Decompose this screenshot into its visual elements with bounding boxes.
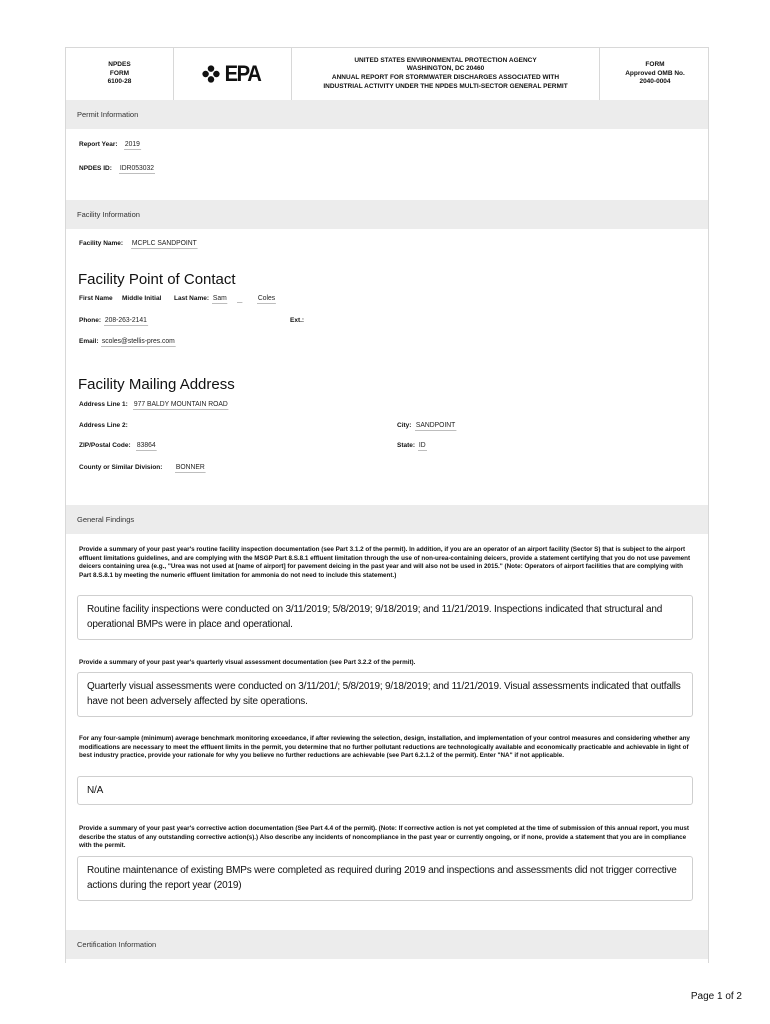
approval-line: 2040-0004 [639,78,671,86]
facility-name-label: Facility Name: [79,240,124,247]
county-field[interactable]: BONNER [175,462,205,471]
facility-name-field[interactable]: MCPLC SANDPOINT [131,238,197,247]
city-label: City: [397,422,412,429]
first-name-field[interactable]: Sam [212,293,227,302]
form-id-line: NPDES [108,61,131,69]
section-certification-information: Certification Information [66,930,709,959]
city-field[interactable]: SANDPOINT [415,420,456,429]
form-id-cell [66,48,174,100]
benchmark-question: For any four-sample (minimum) average benchmark monitoring exceedance, if after reviewing the selection, design, installation, and implementation of your control measures and considering whether any modifications are necessary to meet the effluent limits in the permit, you determine that no further pollutant reductions are technologically available and economically practicable and achievable in light of best industry practice, provide your rationale for why you believe no further reductions are achievable (see Part 6.2.1.2 of the permit). Enter "NA" if not applicable. [79,735,690,760]
phone-field[interactable]: 208-263-2141 [104,315,147,324]
agency-line: ANNUAL REPORT FOR STORMWATER DISCHARGES ASSOCIATED WITH [331,74,560,81]
inspection-summary-field[interactable]: Routine facility inspections were conducted on 3/11/2019; 5/8/2019; 9/18/2019; and 11/21/2019. Inspections indicated that structural and operational BMPs were in place and operational. [77,595,693,640]
middle-initial-field[interactable] [237,302,242,303]
corrective-action-summary-field[interactable]: Routine maintenance of existing BMPs were completed as required during 2019 and inspections and assessments did not trigger corrective actions during the report year (2019) [77,856,693,901]
benchmark-rationale-field[interactable]: N/A [77,776,693,805]
contact-heading: Facility Point of Contact [78,271,236,288]
form-header [66,48,709,100]
agency-line: UNITED STATES ENVIRONMENTAL PROTECTION AGENCY [354,56,537,64]
state-label: State: [397,442,416,449]
agency-line: WASHINGTON, DC 20460 [406,65,485,73]
npdes-id-label: NPDES ID: [79,165,112,172]
form-id-line: FORM [109,69,130,77]
inspection-question: Provide a summary of your past year's routine facility inspection documentation (see Part 3.1.2 of the permit). In addition, if you are an operator of an airport facility (Sector S) that is subject to the airport effluent limitations guidelines, and are complying with the MSGP Part 8.S.8.1 effluent limitation through the use of non-urea-containing deicers, provide a statement certifying that you do not use pavement deicers containing urea (e.g., "Urea was not used at [name of airport] for pavement deicing in the past year and will also not be used in 2015." (Note: Operators of airport facilities that are complying with Part 8.S.8.1 by meeting the numeric effluent limitation for ammonia do not need to include this statement.) [79,546,691,579]
corrective-action-question: Provide a summary of your past year's corrective action documentation (See Part 4.4 of the permit). (Note: If corrective action is not yet completed at the time of submission of this annual report, you must describe the status of any outstanding corrective action(s).) Also describe any incidents of noncompliance in the past year or currently ongoing, or if none, provide a statement that you are in compliance with the permit. [79,825,689,850]
address-line1-label: Address Line 1: [79,401,128,408]
middle-initial-label: Middle Initial [122,295,162,302]
visual-assessment-summary-field[interactable]: Quarterly visual assessments were conducted on 3/11/201/; 5/8/2019; 9/18/2019; and 11/21/2019. Visual assessments indicated that outfalls have not been adversely affected by site operations. [77,672,693,717]
omb-approval-cell [600,48,709,100]
ext-label: Ext.: [290,317,305,324]
epa-annual-report-form [65,47,709,963]
zip-label: ZIP/Postal Code: [79,442,131,449]
county-label: County or Similar Division: [79,464,163,471]
email-field[interactable]: scoles@stellis-pres.com [101,336,175,345]
email-label: Email: [79,338,99,345]
last-name-field[interactable]: Coles [257,293,276,302]
logo-cell [174,48,292,100]
npdes-id-field[interactable]: IDR053032 [119,163,155,172]
epa-flower-icon [202,65,220,83]
epa-logo [202,63,262,85]
section-facility-information: Facility Information [66,200,709,229]
state-field[interactable]: ID [418,440,426,449]
phone-label: Phone: [79,317,102,324]
address-line2-label: Address Line 2: [79,422,128,429]
epa-logo-text: EPA [225,61,261,86]
visual-assessment-question: Provide a summary of your past year's quarterly visual assessment documentation (see Part 3.2.2 of the permit). [79,659,416,666]
agency-line: INDUSTRIAL ACTIVITY UNDER THE NPDES MULTI-SECTOR GENERAL PERMIT [323,82,568,90]
last-name-label: Last Name: [174,295,210,302]
page-number: Page 1 of 2 [690,991,742,1002]
form-id-line: 6100-28 [107,78,132,86]
approval-line: FORM [645,61,665,69]
zip-field[interactable]: 83864 [136,440,156,449]
address-line1-field[interactable]: 977 BALDY MOUNTAIN ROAD [133,399,228,408]
report-year-field[interactable]: 2019 [124,139,140,148]
approval-line: Approved OMB No. [625,69,685,77]
agency-title-cell [292,48,600,100]
section-permit-information: Permit Information [66,100,709,129]
section-general-findings: General Findings [66,505,709,534]
report-year-label: Report Year: [79,141,118,148]
first-name-label: First Name [79,295,113,302]
mailing-address-heading: Facility Mailing Address [78,376,235,393]
